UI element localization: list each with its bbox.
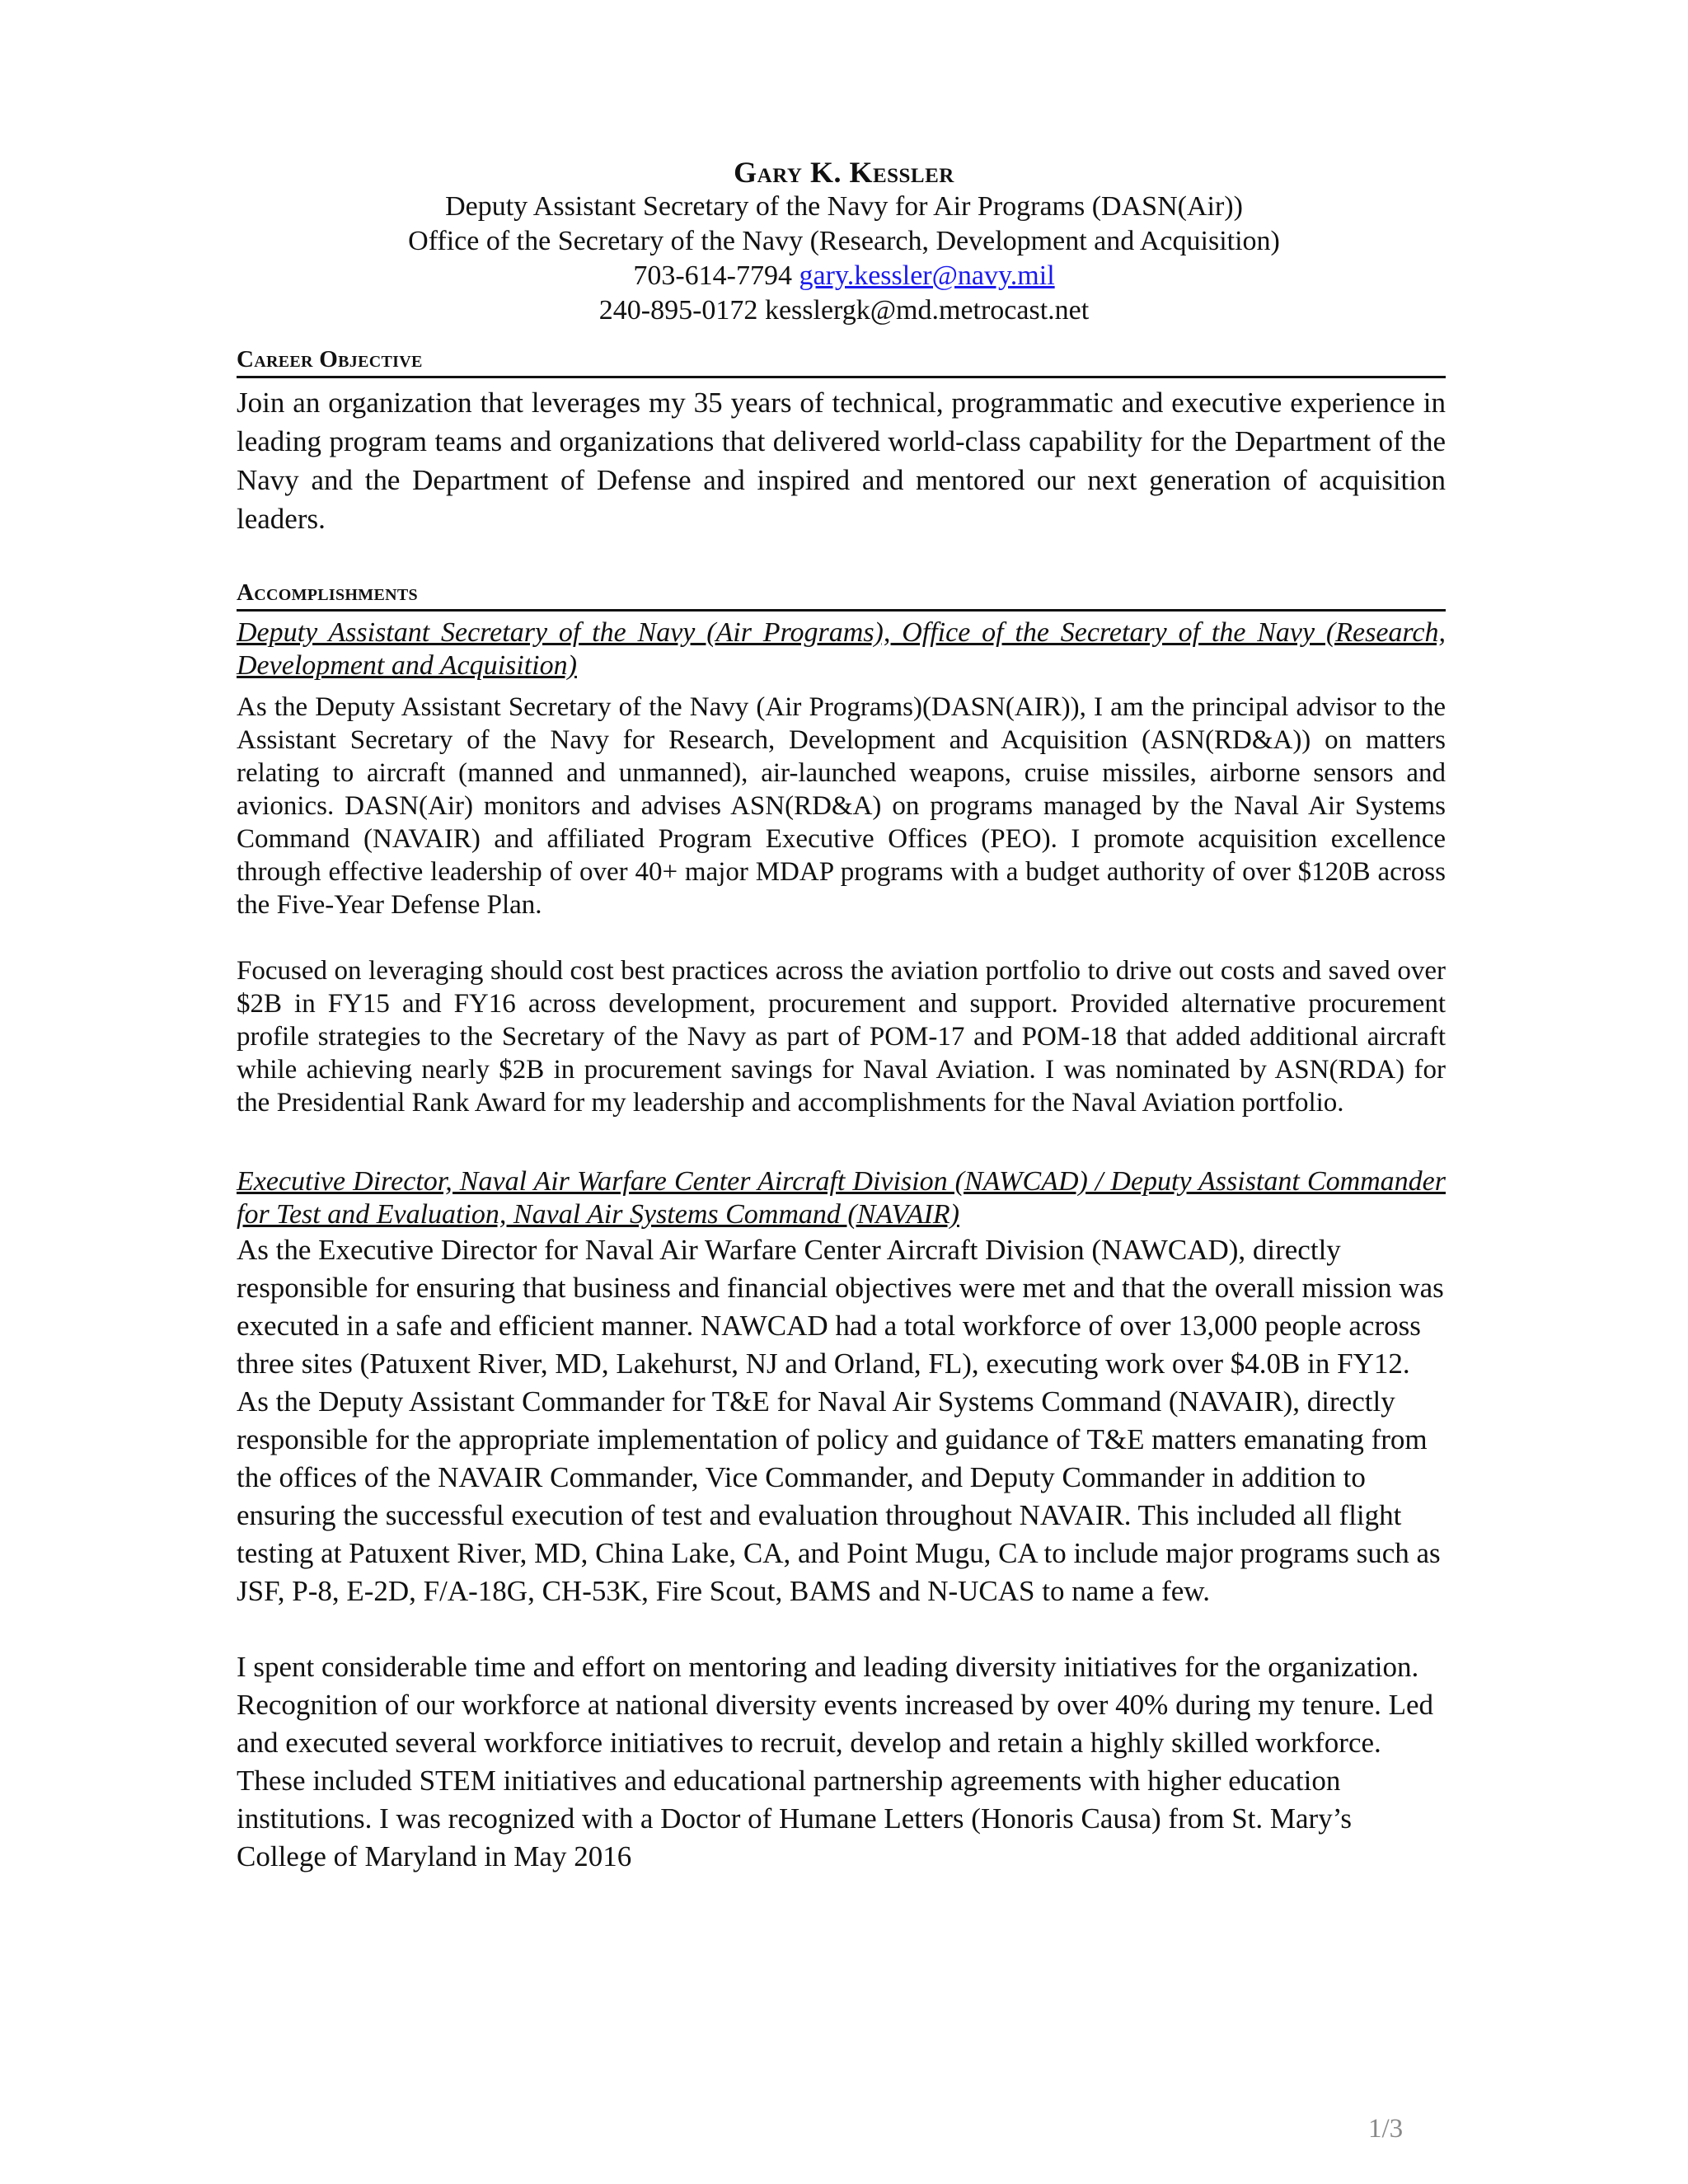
resume-body [237, 344, 1446, 1876]
home-contact-line [0, 293, 1688, 328]
home-phone: 240-895-0172 [598, 295, 758, 326]
accomplishments-heading: Accomplishments [237, 578, 1446, 612]
role-dasn-air [237, 616, 1446, 1119]
role-paragraph: Focused on leveraging should cost best practices across the aviation portfolio to drive out costs and saved over $2B in FY15 and FY16 across development, procurement and support. Provided alternative procurement profile strategies to the Secretary of the Navy as part of POM-17 and POM-18 that added additional aircraft while achieving nearly $2B in procurement savings for Naval Aviation. I was nominated by ASN(RDA) for the Presidential Rank Award for my leadership and accomplishments for the Naval Aviation portfolio. [237, 956, 1446, 1118]
home-email: kesslergk@md.metrocast.net [764, 295, 1090, 326]
career-objective-heading: Career Objective [237, 344, 1446, 378]
resume-header [0, 155, 1688, 328]
role-nawcad [237, 1165, 1446, 1876]
role-paragraph: I spent considerable time and effort on mentoring and leading diversity initiatives for the organization. Recognition of our workforce at national diversity events increased by over 40% during my tenure. Led and executed several workforce initiatives to recruit, develop and retain a highly skilled workforce. These included STEM initiatives and educational partnership agreements with higher education institutions. I was recognized with a Doctor of Humane Letters (Honoris Causa) from St. Mary’s College of Maryland in May 2016 [237, 1651, 1434, 1872]
role-paragraph: As the Deputy Assistant Secretary of the Navy (Air Programs)(DASN(AIR)), I am the principal advisor to the Assistant Secretary of the Navy for Research, Development and Acquisition (ASN(RD&A)) on matters relating to aircraft (manned and unmanned), air-launched weapons, cruise missiles, airborne sensors and avionics. DASN(Air) monitors and advises ASN(RD&A) on programs managed by the Naval Air Systems Command (NAVAIR) and affiliated Program Executive Offices (PEO). I promote acquisition excellence through effective leadership of over 40+ major MDAP programs with a budget authority of over $120B across the Five-Year Defense Plan. [237, 692, 1446, 920]
page-number: 1/3 [1368, 2114, 1404, 2144]
work-email-link[interactable]: gary.kessler@navy.mil [799, 260, 1055, 291]
role-paragraph: As the Executive Director for Naval Air Warfare Center Aircraft Division (NAWCAD), directly responsible for ensuring that business and financial objectives were met and that the overall mission was executed in a safe and efficient manner. NAWCAD had a total workforce of over 13,000 people across three sites (Patuxent River, MD, Lakehurst, NJ and Orland, FL), executing work over $4.0B in FY12. As the Deputy Assistant Commander for T&E for Naval Air Systems Command (NAVAIR), directly responsible for the appropriate implementation of policy and guidance of T&E matters emanating from the offices of the NAVAIR Commander, Vice Commander, and Deputy Commander in addition to ensuring the successful execution of test and evaluation throughout NAVAIR. This included all flight testing at Patuxent River, MD, China Lake, CA, and Point Mugu, CA to include major programs such as JSF, P-8, E-2D, F/A-18G, CH-53K, Fire Scout, BAMS and N-UCAS to name a few. [237, 1234, 1444, 1607]
work-phone: 703-614-7794 [633, 260, 792, 291]
office-line: Office of the Secretary of the Navy (Research, Development and Acquisition) [408, 226, 1280, 256]
work-contact-line [0, 259, 1688, 293]
career-objective-text: Join an organization that leverages my 35 years of technical, programmatic and executive experience in leading program teams and organizations that delivered world-class capability for the Department of the Navy and the Department of Defense and inspired and mentored our next generation of acquisition leaders. [237, 387, 1446, 535]
role-title: Executive Director, Naval Air Warfare Center Aircraft Division (NAWCAD) / Deputy Assistant Commander for Test and Evaluation, Naval Air Systems Command (NAVAIR) [237, 1166, 1446, 1230]
role-title: Deputy Assistant Secretary of the Navy (Air Programs), Office of the Secretary of the Navy (Research, Development and Acquisition) [237, 617, 1446, 681]
candidate-name: Gary K. Kessler [734, 156, 954, 189]
job-title-line: Deputy Assistant Secretary of the Navy for Air Programs (DASN(Air)) [445, 191, 1243, 222]
